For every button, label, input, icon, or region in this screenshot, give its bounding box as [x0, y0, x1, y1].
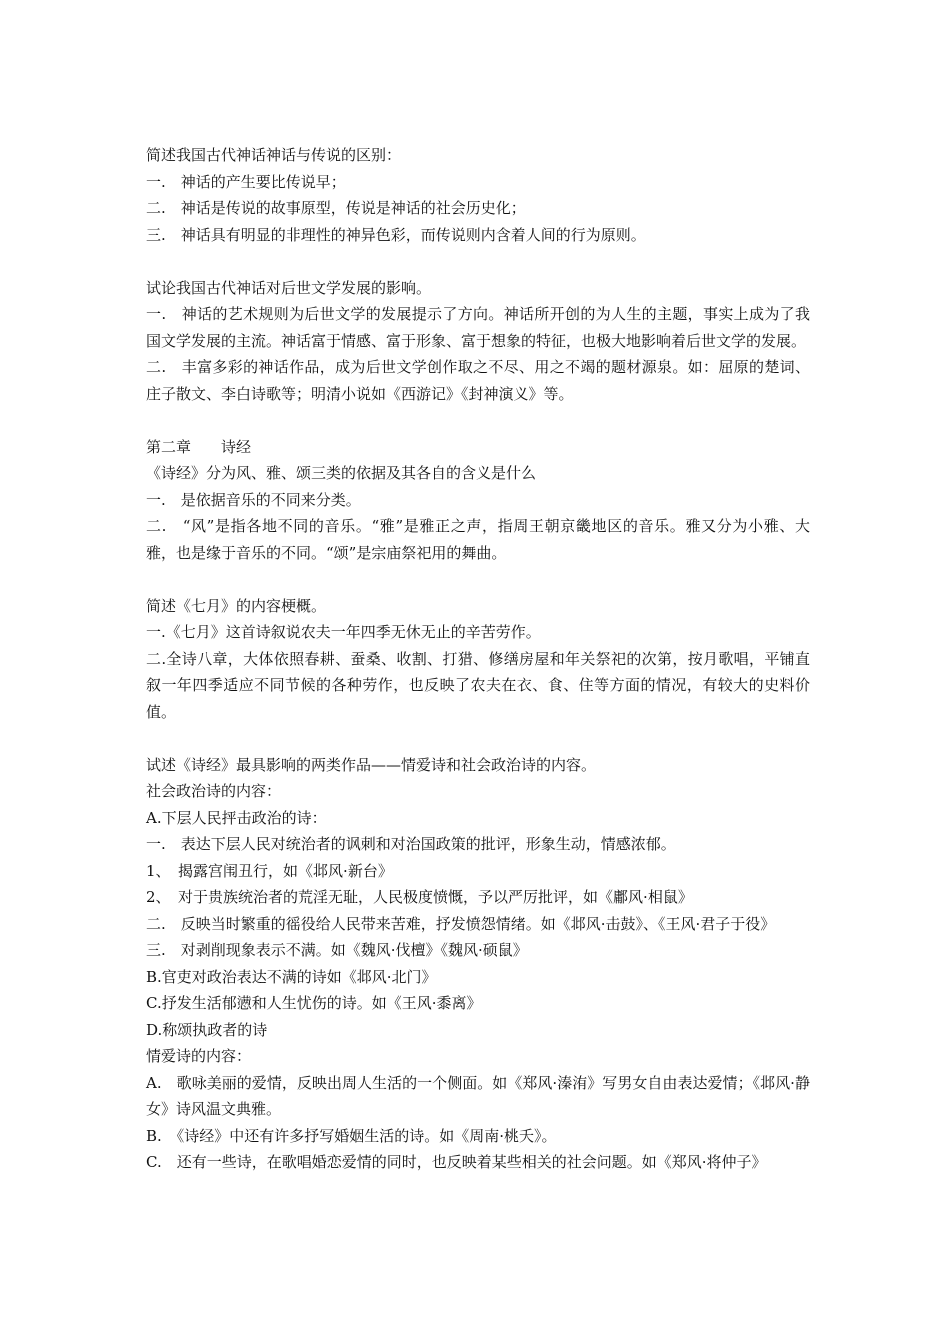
text-paragraph: 一.《七月》这首诗叙说农夫一年四季无休无止的辛苦劳作。: [146, 623, 541, 641]
text-paragraph: 第二章 诗经: [146, 437, 252, 456]
text-paragraph: 一. 神话的艺术规则为后世文学的发展提示了方向。神话所开创的为人生的主题，事实上成为了我国文学发展的主流。神话富于情感、富于形象、富于想象的特征，也极大地影响着后世文学的发展。: [146, 305, 810, 350]
text-paragraph: 二. 丰富多彩的神话作品，成为后世文学创作取之不尽、用之不竭的题材源泉。如：屈原的楚词、庄子散文、李白诗歌等；明清小说如《西游记》《封神演义》等。: [146, 358, 810, 403]
text-paragraph: 二. 反映当时繁重的徭役给人民带来苦难，抒发愤怨情绪。如《邶风·击鼓》、《王风·君子于役》: [146, 914, 776, 933]
text-paragraph: 二. 神话是传说的故事原型，传说是神话的社会历史化；: [146, 199, 526, 217]
blank-line: [146, 725, 810, 752]
blank-line: [146, 248, 810, 275]
text-paragraph: 简述《七月》的内容梗概。: [146, 596, 327, 615]
text-paragraph: A.下层人民抨击政治的诗：: [146, 808, 327, 827]
blank-line: [146, 407, 810, 434]
text-paragraph: C.抒发生活郁懑和人生忧伤的诗。如《王风·黍离》: [146, 994, 482, 1012]
text-paragraph: 《诗经》分为风、雅、颂三类的依据及其各自的含义是什么: [146, 464, 537, 482]
text-paragraph: A. 歌咏美丽的爱情，反映出周人生活的一个侧面。如《郑风·溱洧》写男女自由表达爱情；《邶风·静女》诗风温文典雅。: [146, 1073, 810, 1118]
text-paragraph: B.官吏对政治表达不满的诗如《邶风·北门》: [146, 967, 437, 986]
text-paragraph: 二. “风”是指各地不同的音乐。“雅”是雅正之声，指周王朝京畿地区的音乐。雅又分为小雅、大雅，也是缘于音乐的不同。“颂”是宗庙祭祀用的舞曲。: [146, 517, 810, 562]
text-paragraph: 一. 是依据音乐的不同来分类。: [146, 490, 361, 509]
text-paragraph: 情爱诗的内容：: [146, 1047, 252, 1065]
text-paragraph: 二.全诗八章，大体依照春耕、蚕桑、收割、打猎、修缮房屋和年关祭祀的次第，按月歌唱，平铺直叙一年四季适应不同节候的各种劳作，也反映了农夫在衣、食、住等方面的情况，有较大的史料价值。: [146, 649, 810, 721]
text-paragraph: 简述我国古代神话神话与传说的区别：: [146, 146, 402, 164]
text-paragraph: 2、 对于贵族统治者的荒淫无耻，人民极度愤慨，予以严厉批评，如《鄘风·相鼠》: [146, 888, 693, 906]
document-body: [146, 142, 810, 1176]
text-paragraph: 一. 表达下层人民对统治者的讽刺和对治国政策的批评，形象生动，情感浓郁。: [146, 835, 676, 853]
text-paragraph: 1、 揭露宫闱丑行，如《邶风·新台》: [146, 861, 393, 880]
text-paragraph: 社会政治诗的内容：: [146, 782, 282, 800]
blank-line: [146, 566, 810, 593]
text-paragraph: B. 《诗经》中还有许多抒写婚姻生活的诗。如《周南·桃夭》。: [146, 1126, 557, 1145]
text-paragraph: 三. 神话具有明显的非理性的神异色彩，而传说则内含着人间的行为原则。: [146, 225, 646, 244]
text-paragraph: 试述《诗经》最具影响的两类作品——情爱诗和社会政治诗的内容。: [146, 755, 597, 774]
text-paragraph: D.称颂执政者的诗: [146, 1020, 268, 1039]
text-paragraph: C. 还有一些诗，在歌唱婚恋爱情的同时，也反映着某些相关的社会问题。如《郑风·将仲子》: [146, 1153, 767, 1171]
text-paragraph: 三. 对剥削现象表示不满。如《魏风·伐檀》《魏风·硕鼠》: [146, 941, 528, 959]
text-paragraph: 一. 神话的产生要比传说早；: [146, 172, 346, 191]
text-paragraph: 试论我国古代神话对后世文学发展的影响。: [146, 278, 432, 297]
